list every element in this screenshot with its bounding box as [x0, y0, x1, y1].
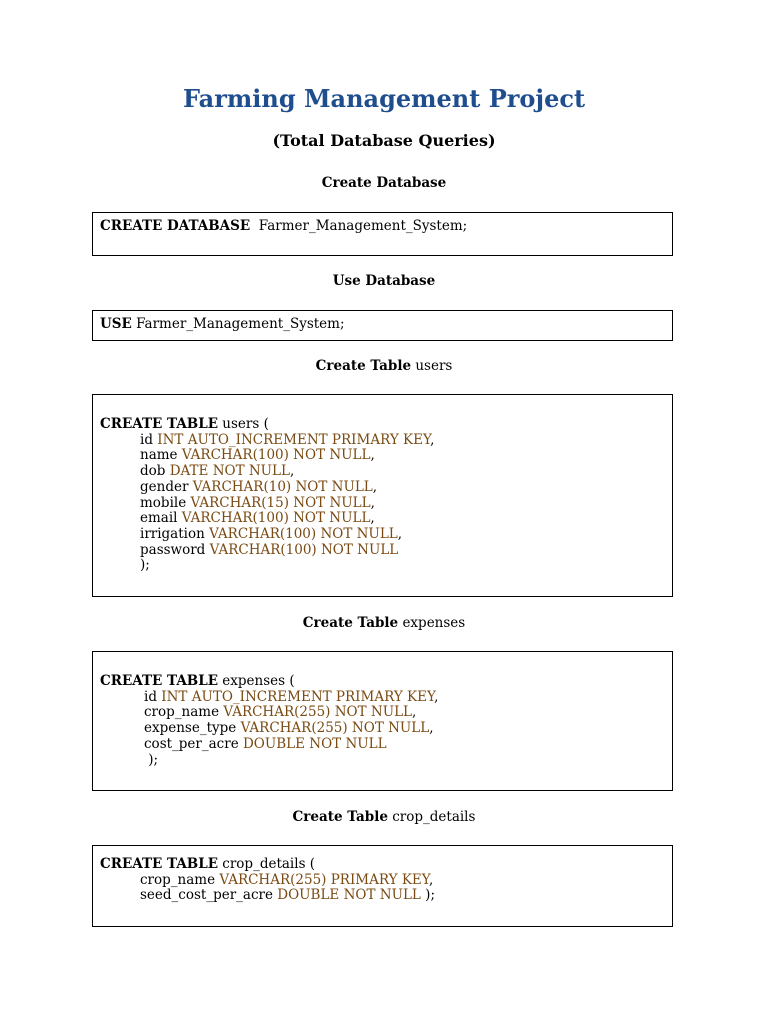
- expenses-create-line: CREATE TABLE expenses (: [100, 673, 295, 689]
- create-table-expenses-heading: Create Table expenses: [302, 615, 466, 631]
- use-database-heading: Use Database: [332, 273, 436, 289]
- document-subtitle: (Total Database Queries): [272, 131, 496, 150]
- users-column-line: id INT AUTO_INCREMENT PRIMARY KEY,: [140, 431, 435, 448]
- create-table-expenses-code-box: [92, 651, 673, 791]
- create-database-heading: Create Database: [321, 175, 447, 191]
- users-column-line: irrigation VARCHAR(100) NOT NULL,: [140, 525, 403, 542]
- users-column-line: email VARCHAR(100) NOT NULL,: [140, 510, 375, 527]
- create-table-crop-details-heading: Create Table crop_details: [292, 809, 476, 825]
- crop-details-column-line: seed_cost_per_acre DOUBLE NOT NULL );: [140, 887, 435, 904]
- create-table-crop-details-code-box: [92, 845, 673, 927]
- users-column-line: dob DATE NOT NULL,: [140, 463, 295, 480]
- users-close-line: );: [140, 557, 150, 574]
- create-table-users-code-box: [92, 394, 673, 597]
- expenses-column-line: id INT AUTO_INCREMENT PRIMARY KEY,: [144, 688, 439, 705]
- crop-details-create-line: CREATE TABLE crop_details (: [100, 856, 316, 872]
- create-table-users-heading: Create Table users: [315, 358, 453, 374]
- create-database-code-box: [92, 212, 673, 256]
- create-database-statement: CREATE DATABASE Farmer_Management_System;: [100, 218, 468, 234]
- users-column-line: mobile VARCHAR(15) NOT NULL,: [140, 494, 375, 511]
- expenses-close-line: );: [144, 751, 159, 768]
- users-column-line: name VARCHAR(100) NOT NULL,: [140, 447, 375, 464]
- document-title: Farming Management Project: [182, 84, 586, 113]
- crop-details-column-line: crop_name VARCHAR(255) PRIMARY KEY,: [140, 871, 434, 888]
- users-create-line: CREATE TABLE users (: [100, 416, 269, 432]
- expenses-column-line: cost_per_acre DOUBLE NOT NULL: [144, 735, 387, 752]
- use-database-code-box: [92, 310, 673, 341]
- expenses-column-line: expense_type VARCHAR(255) NOT NULL,: [144, 720, 434, 737]
- expenses-column-line: crop_name VARCHAR(255) NOT NULL,: [144, 704, 417, 721]
- users-column-line: gender VARCHAR(10) NOT NULL,: [140, 478, 378, 495]
- users-column-line: password VARCHAR(100) NOT NULL: [140, 541, 399, 558]
- use-database-statement: USE Farmer_Management_System;: [100, 316, 345, 332]
